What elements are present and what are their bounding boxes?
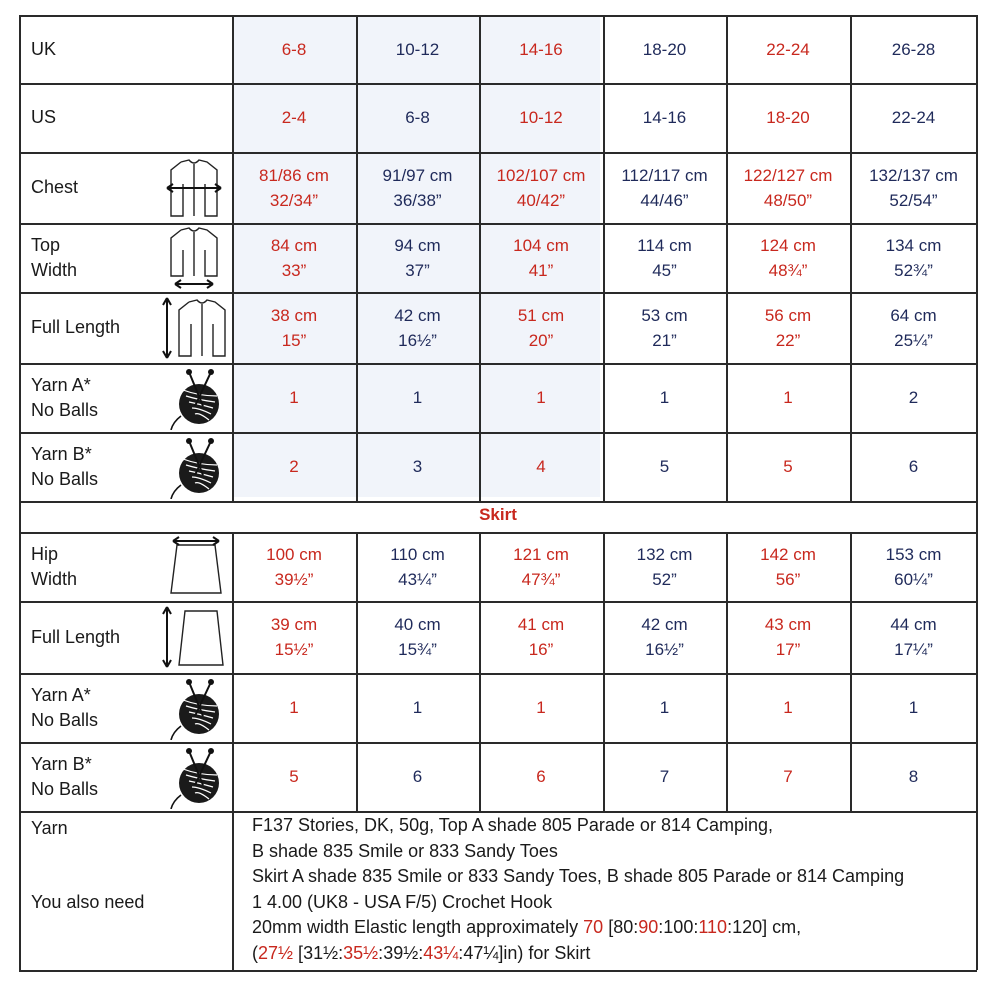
footer-note-segment: 20mm width Elastic length approximately xyxy=(252,917,584,937)
size-value-cell xyxy=(356,83,479,152)
footer-note-segment: Skirt A shade 835 Smile or 833 Sandy Toes, B shade 805 Parade or 814 Camping xyxy=(252,866,905,886)
size-value-cell xyxy=(479,601,603,673)
size-value: 1 xyxy=(412,388,423,407)
size-value-cell xyxy=(232,601,356,673)
footer-note-segment: [ xyxy=(603,917,614,937)
size-value: 48/50” xyxy=(763,190,813,210)
size-value-cell xyxy=(232,292,356,363)
size-value-cell xyxy=(850,152,977,223)
size-value-cell xyxy=(726,532,850,601)
size-value-cell xyxy=(603,532,726,601)
size-value: 15¾” xyxy=(398,640,437,659)
size-value: 14-16 xyxy=(519,39,563,59)
size-value: 1 xyxy=(659,388,670,407)
size-value: 1 xyxy=(289,388,299,407)
footer-note-segment: F137 Stories, DK, 50g, Top A shade 805 Parade or 814 Camping, xyxy=(252,815,774,835)
size-value: 21” xyxy=(652,330,677,350)
footer-note-segment: ( xyxy=(252,942,258,963)
footer-note-segment: 47¼ xyxy=(463,942,499,963)
size-value: 8 xyxy=(908,767,919,786)
row-label-line: Width xyxy=(31,568,78,589)
footer-note-segment: : xyxy=(378,942,384,963)
size-value-cell xyxy=(603,15,726,83)
skirt-length-icon xyxy=(159,605,229,669)
row-label-line: Hip xyxy=(31,543,59,564)
size-value: 10-12 xyxy=(519,108,563,127)
size-value-cell xyxy=(232,152,356,223)
size-value: 33” xyxy=(281,260,307,280)
footer-notes xyxy=(252,813,904,966)
size-value: 20” xyxy=(528,330,554,350)
size-value-cell xyxy=(850,292,977,363)
cardigan-chest-icon xyxy=(159,156,229,220)
footer-note-segment: 90 xyxy=(638,917,659,937)
row-label xyxy=(31,223,77,292)
size-value-cell xyxy=(356,673,479,742)
size-value: 16½” xyxy=(398,330,437,350)
size-value: 1 xyxy=(908,698,919,717)
size-value-cell xyxy=(850,223,977,292)
also-need-label: You also need xyxy=(31,891,145,912)
size-value: 40/42” xyxy=(516,190,566,210)
size-value-cell xyxy=(479,152,603,223)
cardigan-width-icon xyxy=(159,226,229,290)
size-value: 64 cm xyxy=(890,305,937,325)
row-label xyxy=(31,363,98,432)
row-label-line: Yarn A* xyxy=(31,684,91,705)
row-label-line: Width xyxy=(31,259,78,280)
footer-note-segment: [ xyxy=(293,942,304,963)
size-value: 6 xyxy=(908,457,919,476)
footer-note-segment: 43¼ xyxy=(423,942,459,963)
size-value-cell xyxy=(479,363,603,432)
yarn-label: Yarn xyxy=(31,817,68,838)
footer-note-segment: : xyxy=(418,942,424,963)
size-value-cell xyxy=(479,742,603,811)
footer-note-segment: : xyxy=(727,917,733,937)
size-value: 100 cm xyxy=(266,544,322,564)
size-value: 47¾” xyxy=(521,569,561,589)
size-value-cell xyxy=(726,15,850,83)
size-value-cell xyxy=(356,742,479,811)
size-value: 1 xyxy=(783,388,793,407)
size-value-cell xyxy=(356,15,479,83)
footer-note-segment: 31½ xyxy=(303,942,339,963)
size-value: 32/34” xyxy=(269,190,319,210)
size-value: 4 xyxy=(536,457,546,476)
footer-note-line xyxy=(252,890,904,916)
yarn-ball-icon xyxy=(159,745,229,809)
size-value: 18-20 xyxy=(642,39,687,59)
size-value: 52/54” xyxy=(889,190,938,210)
size-value: 38 cm xyxy=(270,305,318,325)
size-value: 60¼” xyxy=(894,569,933,589)
size-value: 1 xyxy=(783,698,793,717)
size-value: 52” xyxy=(652,569,677,589)
size-value: 112/117 cm xyxy=(621,165,708,185)
size-value: 110 cm xyxy=(390,544,445,564)
size-value: 6 xyxy=(536,767,546,786)
size-value: 25¼” xyxy=(894,330,933,350)
size-value: 6-8 xyxy=(281,39,307,59)
size-value: 43¼” xyxy=(398,569,437,589)
size-value: 81/86 cm xyxy=(259,165,329,185)
yarn-ball-icon xyxy=(159,676,229,740)
row-label-line: No Balls xyxy=(31,709,99,730)
size-value: 5 xyxy=(289,767,299,786)
row-label-line: No Balls xyxy=(31,778,99,799)
size-chart-table xyxy=(19,15,977,970)
size-value-cell xyxy=(603,363,726,432)
yarn-ball-icon xyxy=(159,366,229,430)
size-value-cell xyxy=(850,432,977,501)
row-label-line: Yarn A* xyxy=(31,374,91,395)
size-value-cell xyxy=(726,292,850,363)
skirt-width-icon xyxy=(159,535,229,599)
size-value-cell xyxy=(726,223,850,292)
size-value-cell xyxy=(726,83,850,152)
footer-note-line xyxy=(252,864,904,890)
size-value: 1 xyxy=(289,698,299,717)
size-value-cell xyxy=(479,223,603,292)
size-value-cell xyxy=(232,673,356,742)
size-value: 84 cm xyxy=(270,235,318,255)
size-value: 5 xyxy=(659,457,670,476)
size-value: 42 cm xyxy=(394,305,441,325)
footer-note-line xyxy=(252,915,904,941)
row-label xyxy=(31,742,98,811)
row-label-line: Top xyxy=(31,234,61,255)
size-value: 142 cm xyxy=(760,544,816,564)
size-value: 22-24 xyxy=(766,39,810,59)
grid-hline xyxy=(19,970,977,972)
size-value: 53 cm xyxy=(641,305,688,325)
footer-note-segment: 80 xyxy=(613,917,634,937)
footer-note-segment: 120 xyxy=(732,917,763,937)
footer-note-segment: ] cm, xyxy=(762,917,802,937)
footer-note-segment: 70 xyxy=(583,917,604,937)
footer-note-segment: : xyxy=(633,917,639,937)
row-label xyxy=(31,532,77,601)
footer-note-segment: : xyxy=(693,917,699,937)
size-value: 2-4 xyxy=(281,108,307,127)
size-value: 17¼” xyxy=(894,640,933,659)
cardigan-length-icon xyxy=(159,296,229,360)
grid-border xyxy=(19,15,21,970)
grid-vline xyxy=(232,811,234,970)
size-value-cell xyxy=(232,363,356,432)
size-value-cell xyxy=(850,673,977,742)
size-value: 36/38” xyxy=(393,190,442,210)
size-value: 44/46” xyxy=(640,190,689,210)
row-label-line: No Balls xyxy=(31,468,99,489)
row-label xyxy=(31,432,98,501)
grid-hline xyxy=(19,501,977,503)
size-value-cell xyxy=(356,532,479,601)
skirt-section-title: Skirt xyxy=(479,505,517,524)
row-label xyxy=(31,15,56,83)
size-value: 18-20 xyxy=(766,108,810,127)
size-value: 6 xyxy=(412,767,423,786)
size-value: 40 cm xyxy=(394,615,441,634)
size-value: 44 cm xyxy=(890,615,937,634)
size-value: 122/127 cm xyxy=(743,165,833,185)
size-value: 22” xyxy=(775,330,801,350)
size-value: 10-12 xyxy=(395,39,440,59)
size-value-cell xyxy=(850,532,977,601)
size-value-cell xyxy=(232,532,356,601)
size-value-cell xyxy=(232,83,356,152)
size-value: 52¾” xyxy=(894,260,933,280)
size-value: 39 cm xyxy=(270,615,318,634)
row-label-line: Full Length xyxy=(31,317,121,337)
footer-note-line xyxy=(252,813,904,839)
footer-note-segment: : xyxy=(658,917,664,937)
size-value: 51 cm xyxy=(517,305,565,325)
size-value-cell xyxy=(603,292,726,363)
size-value: 56” xyxy=(775,569,801,589)
size-value: 1 xyxy=(659,698,670,717)
row-label-line: Yarn B* xyxy=(31,443,92,464)
size-value-cell xyxy=(850,15,977,83)
size-value: 15½” xyxy=(274,640,314,659)
size-value-cell xyxy=(356,223,479,292)
row-label xyxy=(31,152,78,223)
size-value-cell xyxy=(232,432,356,501)
footer-note-segment: 39½ xyxy=(383,942,419,963)
size-value: 7 xyxy=(783,767,793,786)
size-value-cell xyxy=(726,432,850,501)
size-value: 102/107 cm xyxy=(496,165,586,185)
size-value-cell xyxy=(356,432,479,501)
size-value: 26-28 xyxy=(891,39,936,59)
row-label-line: No Balls xyxy=(31,399,99,420)
size-value: 1 xyxy=(412,698,423,717)
footer-note-segment: : xyxy=(458,942,464,963)
size-value: 2 xyxy=(289,457,299,476)
size-value-cell xyxy=(232,223,356,292)
size-value: 1 xyxy=(536,698,546,717)
size-value: 41” xyxy=(528,260,554,280)
size-value-cell xyxy=(850,601,977,673)
footer-note-line xyxy=(252,839,904,865)
size-value: 6-8 xyxy=(405,108,430,127)
size-value: 94 cm xyxy=(394,235,441,255)
row-label-line: UK xyxy=(31,38,57,59)
size-value-cell xyxy=(850,742,977,811)
size-value: 17” xyxy=(775,640,801,659)
size-value: 22-24 xyxy=(891,108,936,127)
size-value-cell xyxy=(603,152,726,223)
yarn-ball-icon xyxy=(159,435,229,499)
size-value-cell xyxy=(603,83,726,152)
size-value: 121 cm xyxy=(513,544,569,564)
size-value-cell xyxy=(356,152,479,223)
size-value: 48¾” xyxy=(768,260,808,280)
size-value-cell xyxy=(603,742,726,811)
size-value-cell xyxy=(850,363,977,432)
footer-note-line xyxy=(252,941,904,967)
size-value: 37” xyxy=(405,260,430,280)
footer-note-segment: 100 xyxy=(663,917,694,937)
size-value: 16” xyxy=(528,640,554,659)
footer-note-segment: 35½ xyxy=(343,942,379,963)
size-value-cell xyxy=(603,223,726,292)
size-value: 56 cm xyxy=(764,305,812,325)
size-value-cell xyxy=(232,15,356,83)
size-value: 14-16 xyxy=(642,108,687,127)
footer-note-segment: ]in) for Skirt xyxy=(498,942,591,963)
size-value: 39½” xyxy=(274,569,314,589)
size-value: 1 xyxy=(536,388,546,407)
size-value: 132 cm xyxy=(636,544,693,564)
row-label xyxy=(31,601,120,673)
size-value-cell xyxy=(726,673,850,742)
footer-note-segment: 110 xyxy=(698,917,728,937)
size-value: 124 cm xyxy=(760,235,816,255)
size-value: 153 cm xyxy=(885,544,942,564)
size-value-cell xyxy=(726,363,850,432)
footer-note-segment: B shade 835 Smile or 833 Sandy Toes xyxy=(252,840,558,861)
size-value: 15” xyxy=(281,330,307,350)
footer-note-segment: 1 4.00 (UK8 - USA F/5) Crochet Hook xyxy=(252,891,553,912)
size-value-cell xyxy=(356,601,479,673)
size-value-cell xyxy=(726,601,850,673)
size-value-cell xyxy=(479,532,603,601)
size-value-cell xyxy=(232,742,356,811)
size-value-cell xyxy=(479,292,603,363)
size-value: 104 cm xyxy=(513,235,569,255)
size-value: 7 xyxy=(659,767,670,786)
size-value: 134 cm xyxy=(885,235,942,255)
size-value: 41 cm xyxy=(517,615,565,634)
size-value: 91/97 cm xyxy=(382,165,453,185)
footer-note-segment: : xyxy=(338,942,344,963)
size-value: 16½” xyxy=(645,640,684,659)
size-value-cell xyxy=(479,83,603,152)
size-value-cell xyxy=(356,363,479,432)
size-value-cell xyxy=(356,292,479,363)
row-label-line: Yarn B* xyxy=(31,753,92,774)
size-value: 3 xyxy=(412,457,423,476)
size-value-cell xyxy=(603,601,726,673)
size-value-cell xyxy=(603,432,726,501)
size-value: 5 xyxy=(783,457,793,476)
size-value-cell xyxy=(850,83,977,152)
size-value-cell xyxy=(603,673,726,742)
size-value-cell xyxy=(479,432,603,501)
size-value-cell xyxy=(479,15,603,83)
size-value: 42 cm xyxy=(641,615,688,634)
size-value: 45” xyxy=(652,260,677,280)
size-value: 2 xyxy=(908,388,919,407)
footer-note-segment: 27½ xyxy=(258,942,294,963)
size-value-cell xyxy=(726,742,850,811)
size-value: 114 cm xyxy=(637,235,692,255)
row-label xyxy=(31,673,98,742)
size-value: 132/137 cm xyxy=(869,165,958,185)
row-label xyxy=(31,292,120,363)
row-label-line: Full Length xyxy=(31,626,121,647)
size-value-cell xyxy=(479,673,603,742)
row-label xyxy=(31,83,56,152)
size-value: 43 cm xyxy=(764,615,812,634)
row-label-line: Chest xyxy=(31,177,79,197)
size-value-cell xyxy=(726,152,850,223)
row-label-line: US xyxy=(31,107,57,127)
